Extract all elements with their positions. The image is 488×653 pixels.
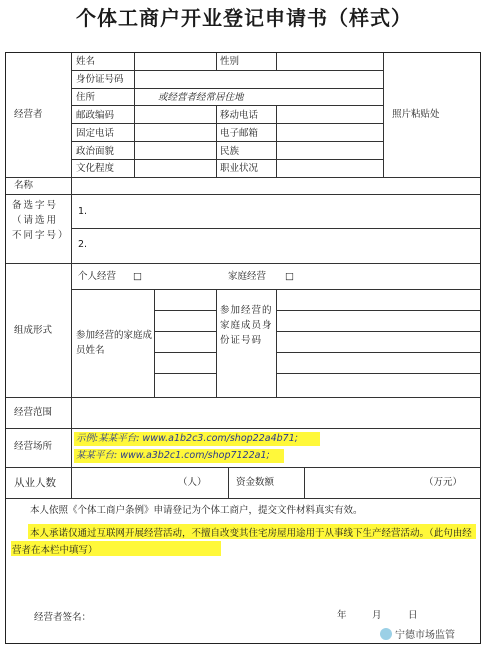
rule: [6, 498, 480, 499]
id-number-field-label: 身份证号码: [76, 74, 124, 85]
commitment-text: 本人承诺仅通过互联网开展经营活动，不擅自改变其住宅房屋用途用于从事线下生产经营活动。（此句由经营者在本栏中填写）: [12, 528, 472, 556]
rule: [383, 53, 384, 177]
date-year: 年: [337, 610, 347, 621]
rule: [276, 53, 277, 70]
form-title: 个体工商户开业登记申请书（样式）: [76, 6, 412, 30]
family-option-label: 家庭经营: [228, 271, 267, 282]
rule: [6, 263, 480, 264]
capital-label: 资金数额: [236, 477, 275, 488]
rule: [228, 467, 229, 498]
rule: [6, 467, 480, 468]
mobile-field-label: 移动电话: [220, 110, 259, 121]
rule: [216, 105, 217, 177]
postcode-field-label: 邮政编码: [76, 110, 115, 121]
rule: [6, 194, 480, 195]
rule: [6, 428, 480, 429]
alt-name-1: 1.: [78, 206, 88, 217]
rule: [71, 88, 383, 89]
premises-label: 经营场所: [14, 441, 53, 452]
rule: [154, 352, 216, 353]
rule: [71, 141, 383, 142]
politics-field-label: 政治面貌: [76, 146, 115, 157]
rule: [154, 373, 216, 374]
declaration-text: 本人依照《个体工商户条例》申请登记为个体工商户，提交文件材料真实有效。: [30, 505, 363, 516]
rule: [216, 289, 217, 397]
rule: [276, 331, 480, 332]
date-day: 日: [408, 610, 418, 621]
rule: [71, 159, 383, 160]
alt-name-2: 2.: [78, 239, 88, 250]
education-field-label: 文化程度: [76, 163, 115, 174]
family-checkbox[interactable]: □: [285, 271, 294, 282]
member-names-label: 参加经营的家庭成员姓名: [76, 330, 153, 356]
wechat-icon: [380, 628, 392, 640]
watermark: [380, 626, 455, 641]
capital-unit: （万元）: [424, 477, 463, 488]
premises-example-2: 某某平台: www.a3b2c1.com/shop7122a1;: [76, 450, 270, 461]
rule: [154, 289, 155, 397]
rule: [71, 53, 72, 498]
employees-label: 从业人数: [14, 477, 56, 489]
member-ids-label: 参加经营的家庭成员身份证号码: [220, 305, 273, 346]
rule: [154, 310, 216, 311]
name-field-label: 姓名: [76, 56, 96, 67]
composition-label: 组成形式: [14, 325, 53, 336]
photo-placeholder: 照片粘贴处: [392, 109, 440, 120]
alt-names-label: 备选字号（请选用不同字号）: [12, 200, 70, 241]
rule: [71, 70, 383, 71]
signature-label: 经营者签名：: [34, 612, 92, 623]
rule: [6, 397, 480, 398]
rule: [276, 105, 277, 177]
watermark-text: 宁德市场监管: [395, 630, 455, 641]
ethnicity-field-label: 民族: [220, 146, 240, 157]
phone-field-label: 固定电话: [76, 128, 115, 139]
rule: [154, 331, 216, 332]
employees-unit: （人）: [178, 477, 207, 488]
business-name-label: 名称: [14, 180, 34, 191]
rule: [276, 310, 480, 311]
rule: [216, 53, 217, 70]
rule: [276, 352, 480, 353]
rule: [276, 373, 480, 374]
date-month: 月: [372, 610, 382, 621]
rule: [6, 177, 480, 178]
rule: [71, 123, 383, 124]
address-field-label: 住所: [76, 92, 96, 103]
rule: [71, 228, 480, 229]
rule: [134, 53, 135, 177]
rule: [71, 105, 383, 106]
application-form: [5, 52, 481, 644]
gender-field-label: 性别: [220, 56, 240, 67]
individual-option-label: 个人经营: [78, 271, 117, 282]
address-hint: 或经营者经常居住地: [158, 92, 244, 103]
scope-label: 经营范围: [14, 407, 53, 418]
individual-checkbox[interactable]: □: [133, 271, 142, 282]
premises-example-1: 示例:某某平台: www.a1b2c3.com/shop22a4b71;: [76, 433, 298, 444]
email-field-label: 电子邮箱: [220, 128, 259, 139]
occupation-field-label: 职业状况: [220, 163, 259, 174]
rule: [304, 467, 305, 498]
rule: [276, 289, 277, 397]
operator-label: 经营者: [14, 109, 43, 120]
